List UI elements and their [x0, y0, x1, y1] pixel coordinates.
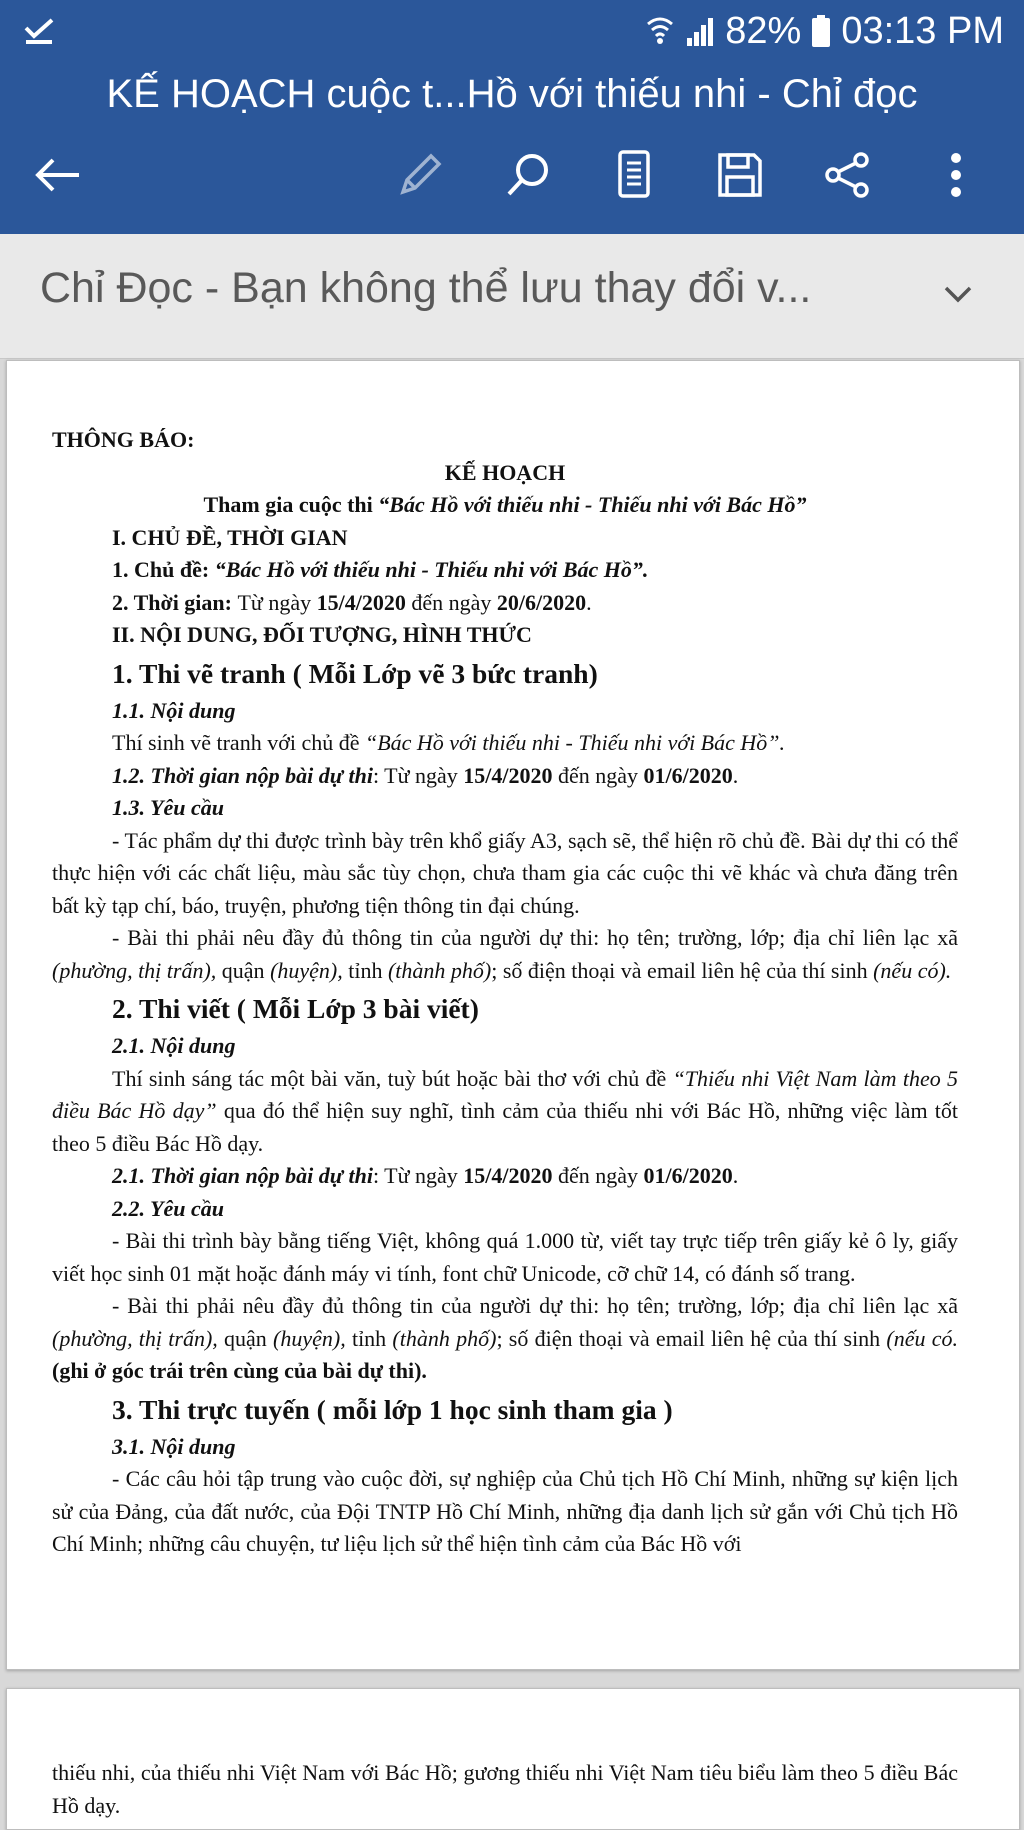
page-2-text: thiếu nhi, của thiếu nhi Việt Nam với Bác Hồ; gương thiếu nhi Việt Nam tiêu biểu làm theo 5 điều Bác Hồ dạy.	[52, 1760, 958, 1818]
writing-content-lead: Thí sinh sáng tác một bài văn, tuỳ bút hoặc bài thơ với chủ đề	[112, 1065, 673, 1091]
time-to-label: đến ngày	[405, 589, 497, 615]
drawing-deadline-start: 15/4/2020	[463, 762, 553, 788]
req-if-any: (nếu có).	[873, 957, 952, 983]
writing-requirement-1: - Bài thi trình bày bằng tiếng Việt, không quá 1.000 từ, viết tay trực tiếp trên giấy kẻ ô ly, giấy viết học sinh 01 mặt hoặc đánh máy vi tính, font chữ Unicode, cỡ chữ 14, có đánh số trang.	[52, 1228, 958, 1286]
time-from-label: Từ ngày	[237, 589, 317, 615]
time-end-date: 20/6/2020	[496, 589, 587, 615]
writing-deadline-end: 01/6/2020	[643, 1163, 733, 1188]
wreq-info-lead: - Bài thi phải nêu đầy đủ thông tin của người dự thi: họ tên; trường, lớp; địa chỉ liên lạc xã	[112, 1293, 958, 1318]
writing-requirement-2	[52, 1290, 958, 1388]
drawing-deadline-period: .	[732, 762, 739, 788]
writing-deadline-from: : Từ ngày	[372, 1163, 464, 1188]
drawing-deadline-label: 1.2. Thời gian nộp bài dự thi	[112, 762, 373, 788]
req-city: (thành phố)	[387, 957, 492, 983]
subtitle-theme: “Bác Hồ với thiếu nhi - Thiếu nhi với Bác Hồ”	[378, 492, 807, 517]
more-options-button[interactable]	[926, 145, 986, 205]
back-arrow-icon	[33, 155, 83, 195]
signal-icon	[685, 14, 715, 48]
drawing-content-theme: “Bác Hồ với thiếu nhi - Thiếu nhi với Bác Hồ”.	[364, 730, 786, 755]
writing-deadline-start: 15/4/2020	[463, 1163, 553, 1188]
req-contact: ; số điện thoại và email liên hệ của thí sinh	[491, 957, 874, 983]
plan-subtitle	[52, 489, 958, 522]
edit-pencil-icon	[395, 150, 445, 200]
more-icon	[946, 150, 966, 200]
subtitle-text: Tham gia cuộc thi	[203, 492, 379, 517]
document-page-1	[6, 360, 1020, 1670]
search-icon	[503, 150, 553, 200]
writing-requirements-heading: 2.2. Yêu cầu	[112, 1195, 225, 1221]
req-district: (huyện),	[270, 957, 343, 983]
topic-value: “Bác Hồ với thiếu nhi - Thiếu nhi với Bác Hồ”.	[214, 557, 649, 582]
wreq-province-label: tỉnh	[345, 1325, 393, 1351]
drawing-deadline	[52, 760, 958, 793]
app-bar	[0, 0, 1024, 234]
plan-title: KẾ HOẠCH	[444, 459, 566, 485]
drawing-content-heading: 1.1. Nội dung	[112, 697, 236, 723]
writing-contest-heading: 2. Thi viết ( Mỗi Lớp 3 bài viết)	[112, 993, 479, 1024]
writing-content-rest: qua đó thể hiện suy nghĩ, tình cảm của thiếu nhi với Bác Hồ, những việc làm tốt theo 5 điều Bác Hồ dạy.	[52, 1098, 959, 1156]
drawing-requirement-1: - Tác phẩm dự thi được trình bày trên khổ giấy A3, sạch sẽ, thể hiện rõ chủ đề. Bài dự thi có thể thực hiện với các chất liệu, màu sắc tùy chọn, chưa tham gia các cuộc thi vẽ khác và chưa đăng trên bất kỳ tạp chí, báo, truyện, phương tiện thông tin đại chúng.	[52, 827, 958, 918]
wreq-placement-note: (ghi ở góc trái trên cùng của bài dự thi).	[52, 1358, 427, 1383]
page-2-content	[52, 1757, 958, 1822]
section-2-heading: II. NỘI DUNG, ĐỐI TƯỢNG, HÌNH THỨC	[112, 622, 532, 647]
wreq-district-label: quận	[217, 1325, 274, 1351]
share-icon	[823, 150, 873, 200]
read-only-message: Chỉ Đọc - Bạn không thể lưu thay đổi v...	[40, 264, 812, 312]
edit-button[interactable]	[390, 145, 450, 205]
document-title: KẾ HOẠCH cuộc t...Hồ với thiếu nhi - Chỉ đọc	[106, 72, 918, 116]
mobile-view-button[interactable]	[604, 145, 664, 205]
req-province-label: tỉnh	[342, 957, 388, 983]
req-district-label: quận	[216, 957, 271, 983]
notification-check-icon	[22, 14, 56, 48]
clock: 03:13 PM	[841, 9, 1004, 52]
writing-content-theme: “Thiếu nhi Việt Nam làm theo 5 điều Bác Hồ dạy”	[52, 1065, 958, 1123]
writing-deadline-to: đến ngày	[552, 1163, 644, 1188]
req-info-lead: - Bài thi phải nêu đầy đủ thông tin của người dự thi: họ tên; trường, lớp; địa chỉ liên lạc xã	[112, 925, 958, 950]
time-label: 2. Thời gian:	[112, 589, 238, 615]
time-period: .	[586, 589, 592, 615]
save-button[interactable]	[710, 145, 770, 205]
wifi-icon	[645, 14, 675, 48]
back-button[interactable]	[28, 145, 88, 205]
page-1-content	[52, 424, 958, 1561]
writing-deadline-period: .	[732, 1163, 739, 1188]
wreq-ward: (phường, thị trấn),	[52, 1325, 218, 1351]
notice-label: THÔNG BÁO:	[52, 427, 195, 452]
search-button[interactable]	[498, 145, 558, 205]
drawing-content-text	[52, 727, 958, 760]
mobile-view-icon	[614, 149, 654, 201]
online-contest-heading: 3. Thi trực tuyến ( mỗi lớp 1 học sinh tham gia )	[112, 1393, 673, 1425]
save-icon	[716, 151, 764, 199]
online-content-heading: 3.1. Nội dung	[112, 1433, 236, 1459]
drawing-deadline-from: : Từ ngày	[372, 762, 464, 788]
chevron-down-icon[interactable]	[938, 274, 978, 314]
section-1-heading: I. CHỦ ĐỀ, THỜI GIAN	[112, 524, 348, 550]
drawing-contest-heading: 1. Thi vẽ tranh ( Mỗi Lớp vẽ 3 bức tranh)	[112, 657, 598, 689]
req-ward: (phường, thị trấn),	[52, 957, 217, 983]
status-bar	[0, 0, 1024, 60]
wreq-if-any: (nếu có.	[886, 1325, 959, 1351]
wreq-city: (thành phố)	[392, 1325, 497, 1351]
online-content-text: - Các câu hỏi tập trung vào cuộc đời, sự nghiệp của Chủ tịch Hồ Chí Minh, những sự kiện lịch sử của Đảng, của đất nước, của Đội TNTP Hồ Chí Minh, những địa danh lịch sử gắn với Chủ tịch Hồ Chí Minh; những câu chuyện, tư liệu lịch sử thể hiện tình cảm của Bác Hồ với	[52, 1466, 958, 1556]
battery-percent: 82%	[725, 9, 802, 52]
writing-deadline-label: 2.1. Thời gian nộp bài dự thi	[112, 1163, 373, 1188]
status-icons	[645, 8, 1004, 54]
read-only-banner[interactable]	[0, 234, 1024, 359]
drawing-content-lead: Thí sinh vẽ tranh với chủ đề	[112, 730, 365, 755]
topic-label: 1. Chủ đề:	[112, 557, 215, 582]
drawing-requirements-heading: 1.3. Yêu cầu	[112, 795, 225, 820]
time-line	[52, 587, 958, 620]
writing-deadline	[52, 1160, 958, 1193]
share-button[interactable]	[818, 145, 878, 205]
drawing-deadline-end: 01/6/2020	[643, 762, 733, 788]
time-start-date: 15/4/2020	[316, 589, 406, 615]
wreq-district: (huyện),	[273, 1325, 346, 1351]
battery-icon	[811, 14, 831, 48]
document-page-2	[6, 1688, 1020, 1830]
topic-line	[52, 554, 958, 587]
wreq-contact: ; số điện thoại và email liên hệ của thí sinh	[496, 1325, 887, 1351]
writing-content-heading: 2.1. Nội dung	[112, 1033, 236, 1058]
writing-content-text	[52, 1063, 958, 1161]
drawing-requirement-2	[52, 922, 958, 987]
toolbar	[0, 145, 1024, 205]
drawing-deadline-to: đến ngày	[552, 762, 644, 788]
